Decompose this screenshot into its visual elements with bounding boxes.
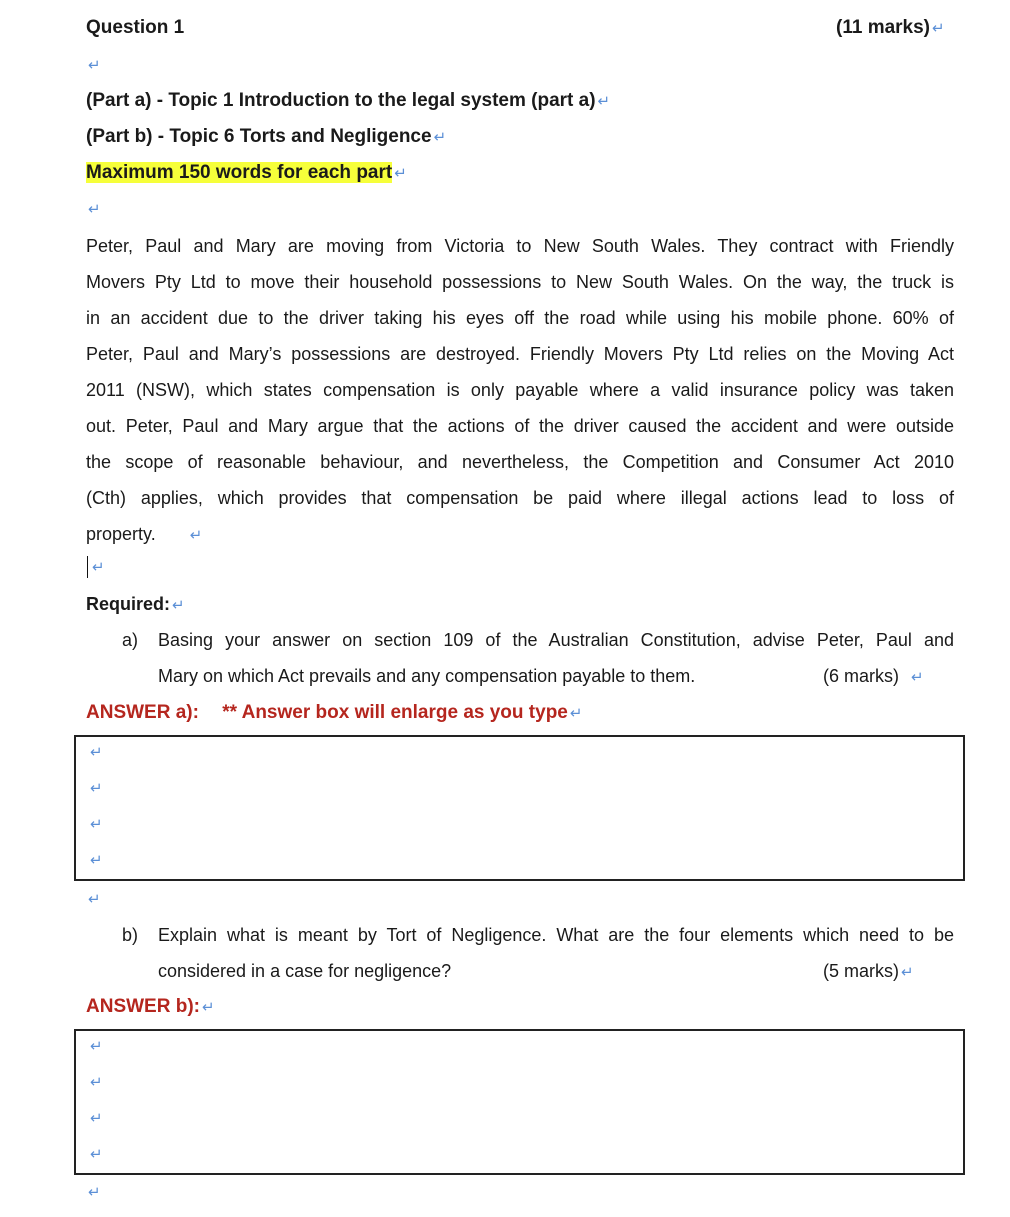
return-mark-icon: ↵ <box>90 744 103 761</box>
part-a-marker: a) <box>122 630 139 650</box>
return-mark-icon: ↵ <box>201 999 215 1016</box>
return-mark-icon: ↵ <box>90 1038 103 1055</box>
part-b-heading: (Part b) - Topic 6 Torts and Negligence ↵ <box>86 126 447 147</box>
question-title: Question 1 <box>86 17 185 38</box>
return-mark-icon: ↵ <box>189 527 203 544</box>
part-b-question-line2: considered in a case for negligence? <box>158 961 452 981</box>
answer-a-label-row <box>86 702 582 724</box>
return-mark-icon: ↵ <box>90 1074 103 1091</box>
return-mark-icon: ↵ <box>90 780 103 797</box>
return-mark-icon: ↵ <box>92 559 105 576</box>
return-mark-icon: ↵ <box>88 201 101 218</box>
return-mark-icon: ↵ <box>90 816 103 833</box>
scenario-line-last: property. ↵ <box>86 524 203 544</box>
answer-b-label-row <box>86 996 215 1018</box>
part-a-marks: (6 marks) ↵ <box>823 666 924 686</box>
part-a-question-line2: Mary on which Act prevails and any compensation payable to them. <box>158 666 696 686</box>
return-mark-icon: ↵ <box>90 1110 103 1127</box>
scenario-line: (Cth) applies, which provides that compensation be paid where illegal actions lead to loss of <box>86 488 954 508</box>
scenario-line: the scope of reasonable behaviour, and nevertheless, the Competition and Consumer Act 2010 <box>86 452 954 472</box>
return-mark-icon: ↵ <box>911 669 924 686</box>
return-mark-icon: ↵ <box>597 93 611 110</box>
scenario-line: 2011 (NSW), which states compensation is only payable where a valid insurance policy was taken <box>86 380 954 400</box>
scenario-line: Peter, Paul and Mary’s possessions are destroyed. Friendly Movers Pty Ltd relies on the Moving Act <box>86 344 954 364</box>
word-limit-notice: Maximum 150 words for each part ↵ <box>86 162 407 183</box>
return-mark-icon: ↵ <box>569 705 583 722</box>
question-marks: (11 marks) ↵ <box>836 17 945 38</box>
answer-b-box[interactable] <box>74 1029 965 1175</box>
return-mark-icon: ↵ <box>88 891 101 908</box>
return-mark-icon: ↵ <box>433 129 447 146</box>
return-mark-icon: ↵ <box>88 1184 101 1201</box>
scenario-line: Peter, Paul and Mary are moving from Victoria to New South Wales. They contract with Friendly <box>86 236 954 256</box>
text-cursor <box>87 556 88 578</box>
return-mark-icon: ↵ <box>88 57 101 74</box>
part-b-question-line1: Explain what is meant by Tort of Negligence. What are the four elements which need to be <box>158 925 954 945</box>
part-b-marker: b) <box>122 925 139 945</box>
return-mark-icon: ↵ <box>172 597 185 614</box>
return-mark-icon: ↵ <box>932 20 945 37</box>
part-a-heading: (Part a) - Topic 1 Introduction to the legal system (part a) ↵ <box>86 90 611 111</box>
scenario-line: out. Peter, Paul and Mary argue that the actions of the driver caused the accident and were outside <box>86 416 954 436</box>
return-mark-icon: ↵ <box>394 165 407 182</box>
answer-a-note: ** Answer box will enlarge as you type <box>222 702 568 723</box>
return-mark-icon: ↵ <box>90 852 103 869</box>
answer-a-box[interactable] <box>74 735 965 881</box>
answer-a-label: ANSWER a): <box>86 702 199 723</box>
return-mark-icon: ↵ <box>90 1146 103 1163</box>
scenario-line: in an accident due to the driver taking his eyes off the road while using his mobile phone. 60% of <box>86 308 954 328</box>
answer-b-label: ANSWER b): <box>86 996 200 1017</box>
scenario-line: Movers Pty Ltd to move their household possessions to New South Wales. On the way, the truck is <box>86 272 954 292</box>
scenario-paragraph <box>86 228 954 554</box>
return-mark-icon: ↵ <box>901 964 914 981</box>
part-b-marks: (5 marks) ↵ <box>823 961 914 981</box>
required-label: Required: ↵ <box>86 594 185 614</box>
part-a-question-line1: Basing your answer on section 109 of the Australian Constitution, advise Peter, Paul and <box>158 630 954 650</box>
